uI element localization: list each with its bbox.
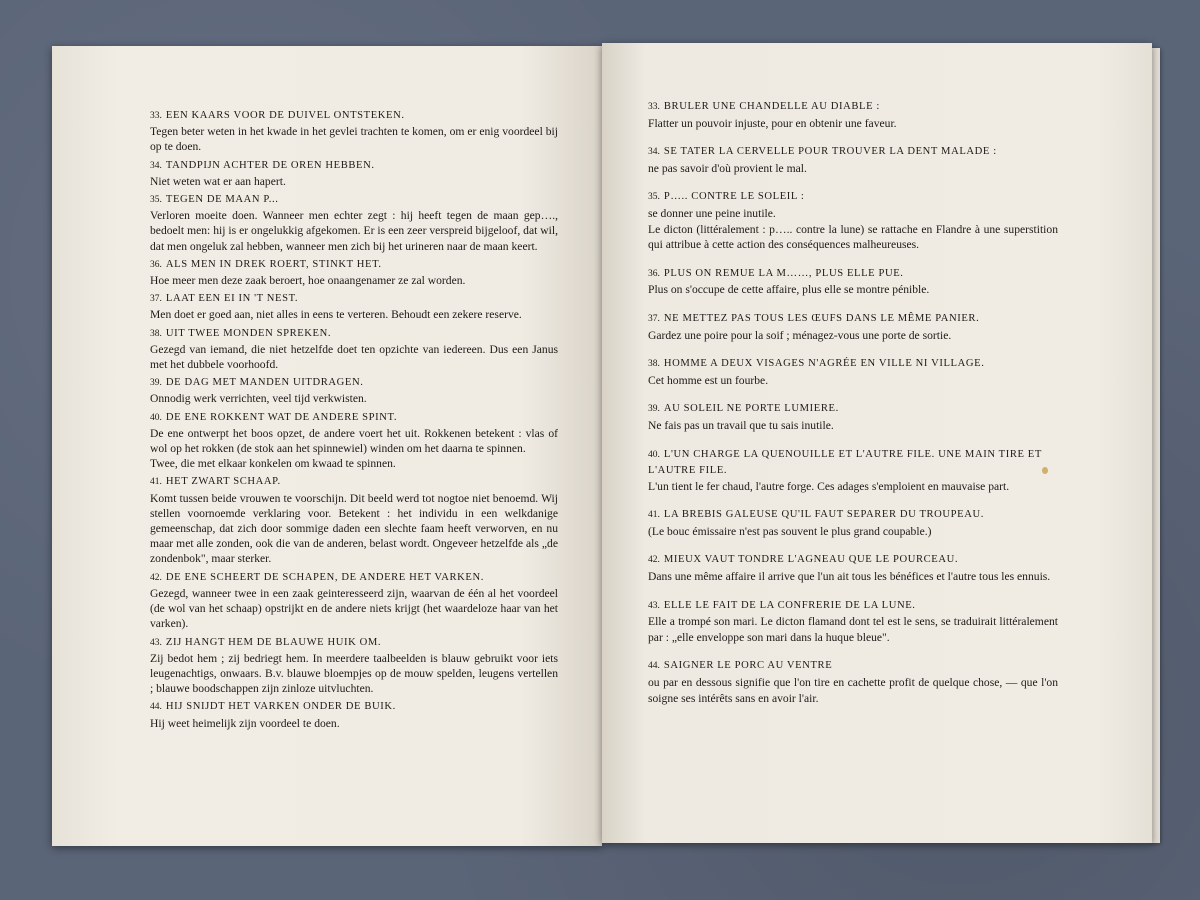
entry-text: Plus on s'occupe de cette affaire, plus elle se montre pénible. (648, 283, 930, 297)
entry-number: 35. (648, 192, 660, 203)
entry-heading: LAAT EEN EI IN 'T NEST. (165, 293, 299, 305)
entry-text: Men doet er goed aan, niet alles in eens te verteren. Behoudt een zekere reserve. (150, 308, 522, 322)
entry-text: Onnodig werk verrichten, veel tijd verkwisten. (150, 392, 367, 406)
entry-35 (648, 189, 1058, 252)
entry-heading: NE METTEZ PAS TOUS LES ŒUFS DANS LE MÊME PANIER. (663, 312, 980, 324)
entry-heading: BRULER UNE CHANDELLE AU DIABLE : (663, 101, 880, 112)
entry-heading: HIJ SNIJDT HET VARKEN ONDER DE BUIK. (165, 701, 396, 713)
entry-text: Hij weet heimelijk zijn voordeel te doen. (150, 716, 340, 730)
entry-40 (150, 410, 558, 472)
entry-42 (648, 552, 1058, 584)
entry-text: Verloren moeite doen. Wanneer men echter zegt : hij heeft tegen de maan gep…., bedoelt men: hij is er ongelukkig afgekomen. Er is een zeer verspreid bijgeloof, dat wil, dat men ongeluk zal hebben, wanneer men zich bij het urineren naar de maan keert. (150, 209, 558, 253)
entry-text: Ne fais pas un travail que tu sais inutile. (648, 418, 834, 432)
entry-heading: MIEUX VAUT TONDRE L'AGNEAU QUE LE POURCEAU. (663, 554, 959, 566)
entry-heading: ZIJ HANGT HEM DE BLAUWE HUIK OM. (165, 636, 382, 648)
entry-number: 41. (150, 477, 162, 488)
entry-text: Komt tussen beide vrouwen te voorschijn. Dit beeld werd tot nogtoe niet benoemd. Wij stellen voornoemde verklaring voor. Betekent : het individu in een welkdanige gemeenschap, dat zich door sommige daden een slechte faam heeft verworven, en nu maar met alle zonden, ook die van de anderen, belast wordt. Ongeveer hetzelfde als „de zondenbok", maar sterker. (150, 491, 558, 566)
open-booklet (52, 38, 1162, 850)
entry-39 (150, 375, 558, 406)
entry-heading: UIT TWEE MONDEN SPREKEN. (165, 327, 332, 339)
entry-heading: DE DAG MET MANDEN UITDRAGEN. (165, 377, 364, 389)
entry-number: 34. (648, 147, 660, 158)
entry-34 (150, 158, 558, 189)
entry-text: (Le bouc émissaire n'est pas souvent le plus grand coupable.) (648, 524, 932, 538)
entry-37 (648, 311, 1058, 343)
entry-text: Hoe meer men deze zaak beroert, hoe onaangenamer ze zal worden. (150, 274, 466, 288)
entry-number: 43. (648, 600, 660, 611)
entry-heading: AU SOLEIL NE PORTE LUMIERE. (663, 403, 839, 415)
entry-number: 40. (648, 449, 660, 460)
entry-number: 37. (648, 313, 660, 324)
entry-41 (648, 507, 1058, 539)
entry-number: 41. (648, 510, 660, 521)
entry-number: 39. (648, 404, 660, 415)
entry-text: Zij bedot hem ; zij bedriegt hem. In meerdere taalbeelden is blauw gebruikt voor iets leugenachtigs, onwaars. B.v. blauwe bloempjes op de mouw spelden, leugens vertellen ; blauwe boodschappen zijn zinloze uitvluchten. (150, 651, 558, 696)
entry-heading: DE ENE ROKKENT WAT DE ANDERE SPINT. (165, 411, 398, 423)
entry-text: De ene ontwerpt het boos opzet, de andere voert het uit. Rokkenen betekent : vlas of wol op het rokken (de stok aan het spinnewiel) winden om het daarna te spinnen. (150, 426, 558, 456)
left-column (150, 108, 558, 734)
entry-40 (648, 447, 1058, 495)
entry-heading: EEN KAARS VOOR DE DUIVEL ONTSTEKEN. (165, 110, 405, 121)
entry-heading: P….. CONTRE LE SOLEIL : (663, 191, 805, 203)
entry-38 (150, 326, 558, 373)
entry-heading: TANDPIJN ACHTER DE OREN HEBBEN. (165, 159, 375, 171)
entry-text: Elle a trompé son mari. Le dicton flamand dont tel est le sens, se traduirait littéralement par : „elle enveloppe son mari dans la huque bleue". (648, 615, 1058, 644)
entry-39 (648, 401, 1058, 433)
entry-34 (648, 144, 1058, 176)
entry-number: 33. (150, 111, 162, 121)
entry-number: 44. (150, 702, 162, 713)
entry-text-2: Twee, die met elkaar konkelen om kwaad te spinnen. (150, 457, 396, 471)
entry-33 (150, 108, 558, 155)
entry-number: 40. (150, 412, 162, 423)
entry-number: 42. (150, 572, 162, 583)
entry-heading: TEGEN DE MAAN P... (165, 194, 279, 206)
entry-heading: LA BREBIS GALEUSE QU'IL FAUT SEPARER DU TROUPEAU. (663, 509, 984, 521)
entry-heading: HOMME A DEUX VISAGES N'AGRÉE EN VILLE NI VILLAGE. (663, 358, 985, 370)
entry-text: Niet weten wat er aan hapert. (150, 174, 286, 188)
entry-text: Gardez une poire pour la soif ; ménagez-vous une porte de sortie. (648, 328, 952, 342)
right-page (602, 43, 1152, 843)
entry-number: 42. (648, 555, 660, 566)
left-page (52, 46, 602, 846)
entry-number: 38. (150, 328, 162, 339)
entry-text: Gezegd van iemand, die niet hetzelfde doet ten opzichte van iedereen. Dus een Janus met het dubbele voorhoofd. (150, 342, 558, 372)
entry-text: Gezegd, wanneer twee in een zaak geinteresseerd zijn, waarvan de één al het voordeel (de wol van het schaap) opstrijkt en de andere niets krijgt (het waardeloze haar van het varken). (150, 586, 558, 631)
entry-number: 34. (150, 160, 162, 171)
entry-33 (648, 99, 1058, 131)
entry-text: Dans une même affaire il arrive que l'un ait tous les bénéfices et l'autre tous les ennuis. (648, 570, 1051, 584)
entry-number: 43. (150, 637, 162, 648)
entry-heading: HET ZWART SCHAAP. (165, 476, 281, 488)
entry-heading: SAIGNER LE PORC AU VENTRE (663, 660, 833, 672)
entry-number: 44. (648, 661, 660, 672)
entry-text-2: Le dicton (littéralement : p….. contre la lune) se rattache en Flandre à une superstition qui attribue à cette action des conséquences malheureuses. (648, 222, 1058, 252)
entry-number: 39. (150, 378, 162, 389)
entry-44 (648, 658, 1058, 706)
entry-number: 33. (648, 102, 660, 112)
entry-heading: SE TATER LA CERVELLE POUR TROUVER LA DENT MALADE : (663, 146, 997, 158)
entry-number: 36. (150, 259, 162, 270)
entry-heading: ALS MEN IN DREK ROERT, STINKT HET. (165, 258, 382, 270)
entry-43 (150, 635, 558, 697)
entry-43 (648, 598, 1058, 646)
entry-36 (150, 257, 558, 288)
paper-stain (1042, 467, 1048, 474)
entry-heading: ELLE LE FAIT DE LA CONFRERIE DE LA LUNE. (663, 599, 916, 611)
entry-35 (150, 192, 558, 254)
entry-text: ne pas savoir d'où provient le mal. (648, 161, 807, 175)
entry-37 (150, 291, 558, 322)
entry-41 (150, 474, 558, 566)
entry-heading: PLUS ON REMUE LA M……, PLUS ELLE PUE. (663, 267, 904, 279)
entry-number: 37. (150, 294, 162, 305)
entry-36 (648, 266, 1058, 298)
entry-38 (648, 356, 1058, 388)
right-column (648, 99, 1058, 719)
entry-42 (150, 570, 558, 632)
entry-text: Tegen beter weten in het kwade in het gevlei trachten te komen, om er enig voordeel bij op te doen. (150, 125, 558, 154)
entry-text: ou par en dessous signifie que l'on tire en cachette profit de quelque chose, — que l'on soigne ses intérêts sans en avoir l'air. (648, 676, 1058, 705)
entry-text: L'un tient le fer chaud, l'autre forge. Ces adages s'emploient en mauvaise part. (648, 479, 1010, 493)
entry-number: 36. (648, 268, 660, 279)
entry-44 (150, 699, 558, 730)
entry-heading: DE ENE SCHEERT DE SCHAPEN, DE ANDERE HET VARKEN. (165, 571, 485, 583)
entry-text: se donner une peine inutile. (648, 206, 776, 220)
entry-number: 38. (648, 359, 660, 370)
entry-heading: L'UN CHARGE LA QUENOUILLE ET L'AUTRE FILE. UNE MAIN TIRE ET L'AUTRE FILE. (648, 448, 1042, 477)
entry-text: Cet homme est un fourbe. (648, 373, 769, 387)
entry-number: 35. (150, 195, 162, 206)
entry-text: Flatter un pouvoir injuste, pour en obtenir une faveur. (648, 116, 897, 130)
